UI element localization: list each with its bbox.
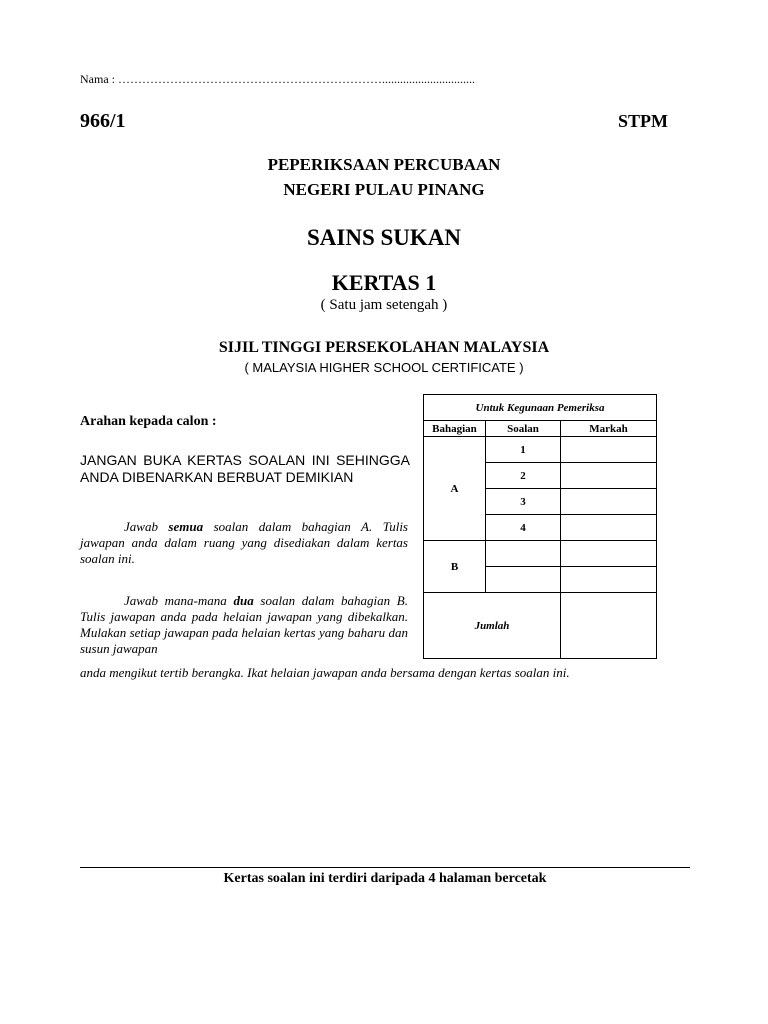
examiner-grading-table: [423, 394, 657, 659]
name-field-line: Nama : …………………………………………………………...............................: [80, 72, 475, 86]
total-label: Jumlah: [474, 620, 510, 632]
exam-label: STPM: [618, 111, 669, 131]
para2-bold: dua: [233, 593, 254, 608]
instructions-warning: JANGAN BUKA KERTAS SOALAN INI SEHINGGA ANDA DIBENARKAN BERBUAT DEMIKIAN: [80, 452, 410, 485]
instruction-paragraph-2-tail: anda mengikut tertib berangka. Ikat helaian jawapan anda bersama dengan kertas soalan ini.: [80, 665, 570, 680]
exam-title-line1: PEPERIKSAAN PERCUBAAN: [267, 155, 501, 174]
page-count-note: Kertas soalan ini terdiri daripada 4 halaman bercetak: [223, 871, 547, 886]
instruction-paragraph-1: [80, 519, 408, 567]
certificate-title: SIJIL TINGGI PERSEKOLAHAN MALAYSIA: [218, 339, 550, 356]
grading-table-title: Untuk Kegunaan Pemeriksa: [475, 401, 605, 414]
para1-bold: semua: [168, 519, 204, 534]
question-number: 3: [520, 495, 526, 508]
question-number: 1: [520, 443, 526, 456]
instructions-heading: Arahan kepada calon :: [80, 414, 217, 429]
column-header-section: Bahagian: [432, 422, 477, 435]
paper-code: 966/1: [80, 110, 126, 132]
question-number: 2: [520, 469, 526, 482]
duration: ( Satu jam setengah ): [320, 297, 448, 313]
certificate-title-english: ( MALAYSIA HIGHER SCHOOL CERTIFICATE ): [244, 360, 524, 375]
paper-title: KERTAS 1: [331, 270, 437, 295]
column-header-marks: Markah: [589, 422, 628, 435]
footer-divider: [80, 867, 690, 868]
para1-pre: Jawab: [124, 519, 169, 534]
question-number: 4: [520, 521, 526, 534]
para2-post: soalan dalam bahagian B. Tulis jawapan anda pada helaian jawapan yang dibekalkan. Mulakan setiap jawapan pada helaian kertas yang baharu dan susun jawapan: [80, 593, 408, 656]
para2-pre: Jawab mana-mana: [124, 593, 234, 608]
instruction-paragraph-2: [80, 593, 408, 657]
column-header-question: Soalan: [507, 422, 539, 435]
exam-title-line2: NEGERI PULAU PINANG: [283, 180, 485, 199]
subject-title: SAINS SUKAN: [306, 225, 461, 250]
para1-post: soalan dalam bahagian A. Tulis jawapan anda dalam ruang yang disediakan dalam kertas soalan ini.: [80, 519, 408, 566]
section-a-label: A: [450, 482, 459, 495]
section-b-label: B: [450, 560, 459, 573]
